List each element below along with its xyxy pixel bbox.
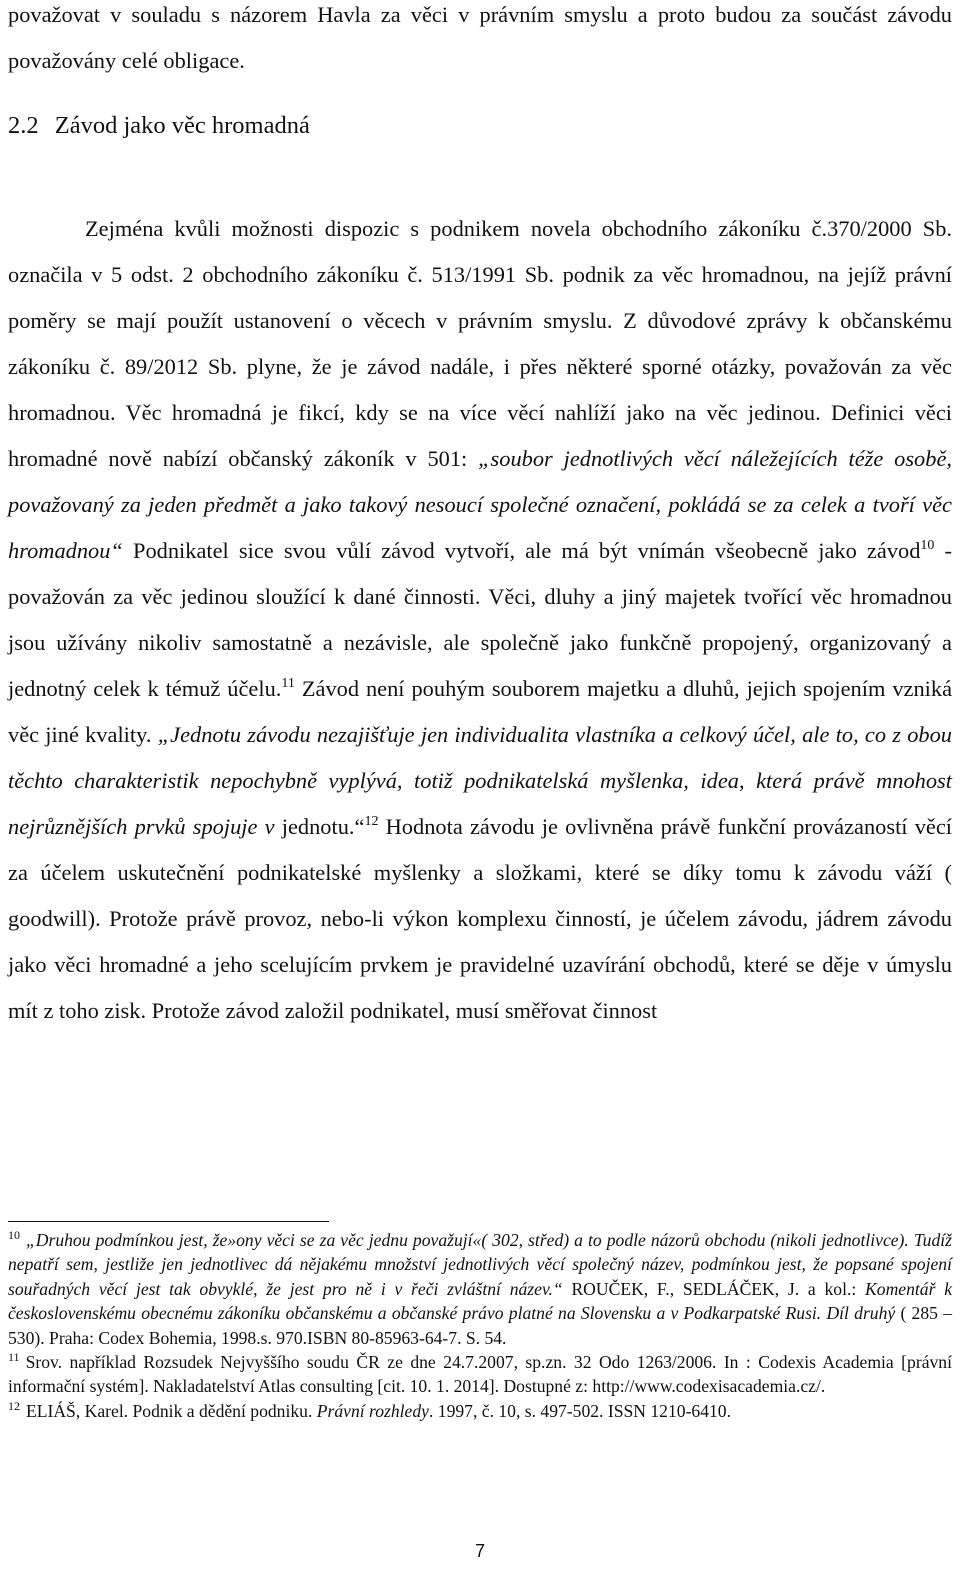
paragraph-continuation: považovat v souladu s názorem Havla za věci v právním smyslu a proto budou za součást závodu považovány celé obligace. [8,2,952,73]
footnote-number: 11 [8,1350,20,1365]
text-run: - považován za věc jedinou sloužící k dané činnosti. Věci, dluhy a jiný majetek tvořící věc hromadnou jsou užívány nikoliv samostatně a nezávisle, ale společně jako funkčně propojený, organizovaný a jednotný celek k témuž účelu. [8,538,952,701]
text-run: Závod není pouhým souborem majetku a dluhů, jejich spojením vzniká věc jiné kvality. [8,676,953,747]
footnote-text: Srov. například Rozsudek Nejvyššího soudu ČR ze dne 24.7.2007, sp.zn. 32 Odo 1263/2006. In : Codexis Academia [právní informační systém]. Nakladatelství Atlas consulting [cit. 10. 1. 2014]. Dostupné z: http://www.codexisacademia.cz/. [8,1352,952,1397]
footnote-12 [8,1399,952,1423]
text-run: Hodnota závodu je ovlivněna právě funkční provázaností věcí za účelem uskutečnění podnikatelské myšlenky a složkami, které se díky tomu k závodu váží ( goodwill). Protože právě provoz, nebo-li výkon komplexu činností, je účelem závodu, jádrem závodu jako věci hromadné a jeho scelujícím prvkem je pravidelné uzavírání obchodů, které se děje v úmyslu mít z toho zisk. Protože závod založil podnikatel, musí směřovat činnost [8,814,952,1023]
quote-definition: „soubor jednotlivých věcí náležejících téže osobě, považovaný za jeden předmět a jako takový nesoucí společné označení, pokládá se za celek a tvoří věc hromadnou“ [8,446,952,563]
footnote-number: 12 [8,1398,20,1413]
footnote-quote: „Druhou podmínkou jest, že»ony věci se za věc jednu považují«( 302, střed) a to podle názorů obchodu (nikoli jednotlivce). Tudíž nepatří sem, jestliže jen jednotlivec dá nějakému množství jednotlivých věcí společný název, podmínkou jest, že popsané spojení souřadných věcí jest tak obvyklé, že jest pro ně i v řeči zvláštní název.“ [8,1230,952,1299]
footnote-ref-12[interactable]: 12 [364,814,379,829]
footnote-text: ELIÁŠ, Karel. Podnik a dědění podniku. [26,1400,317,1421]
footnote-text: ROUČEK, F., SEDLÁČEK, J. a kol.: [571,1278,866,1299]
footnote-text: ( 285 – 530). Praha: Codex Bohemia, 1998.s. 970.ISBN 80-85963-64-7. S. 54. [8,1303,952,1348]
text-run: Podnikatel sice svou vůlí závod vytvoří, ale má být vnímán všeobecně jako závod [122,538,921,563]
footnote-number: 10 [8,1228,20,1242]
footnotes [8,1228,952,1423]
footnote-ref-10[interactable]: 10 [920,538,935,553]
section-title: Závod jako věc hromadná [54,112,310,139]
text-run: Zejména kvůli možnosti dispozic s podnikem novela obchodního zákoníku č.370/2000 Sb. označila v 5 odst. 2 obchodního zákoníku č. 513/1991 Sb. podnik za věc hromadnou, na jejíž právní poměry se mají použít ustanovení o věcech v právním smyslu. Z důvodové zprávy k občanskému zákoníku č. 89/2012 Sb. plyne, že je závod nadále, i přes některé sporné otázky, považován za věc hromadnou. Věc hromadná je fikcí, kdy se na více věcí nahlíží jako na věc jedinou. Definici věci hromadné nově nabízí občanský zákoník v 501: [8,216,952,471]
section-heading [8,106,908,146]
footnote-journal: Právní rozhledy [316,1400,429,1421]
footnote-11 [8,1350,952,1399]
section-number: 2.2 [8,112,39,139]
footnote-separator [8,1221,329,1222]
footnote-ref-11[interactable]: 11 [281,676,295,691]
text-run: jednotu.“ [274,814,365,839]
page-number: 7 [474,1541,485,1561]
footnote-10 [8,1228,952,1350]
paragraph-main [8,206,952,1034]
footnote-text: . 1997, č. 10, s. 497-502. ISSN 1210-6410. [428,1400,732,1421]
quote-unity: „Jednotu závodu nezajišťuje jen individualita vlastníka a celkový účel, ale to, co z obou těchto charakteristik nepochybně vyplývá, totiž podnikatelská myšlenka, idea, která právě mnohost nejrůznějších prvků spojuje v [8,722,952,839]
footnote-title: Komentář k československému obecnému zákoníku občanskému a občanské právo platné na Slovensku a v Podkarpatské Rusi. Díl druhý [8,1278,952,1324]
